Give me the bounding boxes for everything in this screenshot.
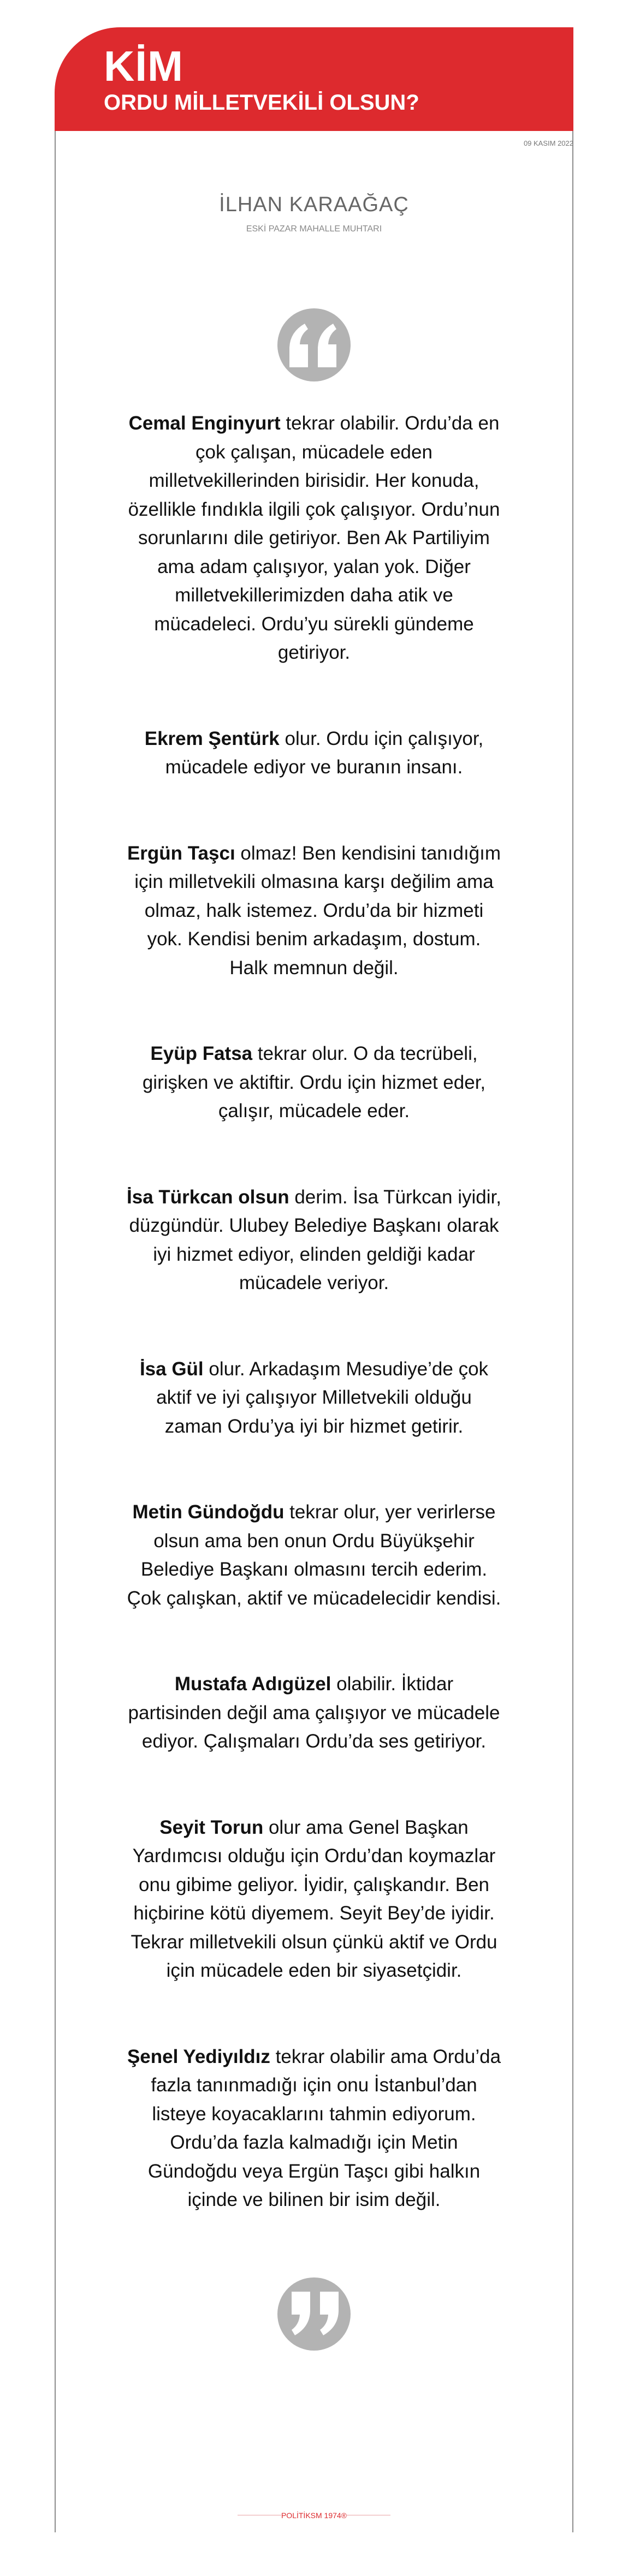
comment-paragraph [126, 839, 502, 983]
comment-paragraph [126, 1183, 502, 1298]
comment-text: tekrar olabilir. Ordu’da en çok çalışan, mücadele eden milletvekillerinden birisidir. Her konuda, özellikle fındıkla ilgili çok çalışıyor. Ordu’nun sorunlarını dile getiriyor. Ben Ak Partiliyim ama adam çalışıyor, yalan yok. Diğer milletvekillerimizden daha atik ve mücadeleci. Ordu’yu sürekli gündeme getiriyor. [128, 413, 500, 663]
comment-paragraph [126, 1355, 502, 1441]
footer-label: POLİTİKSM 1974® [281, 2511, 347, 2520]
article-body [126, 409, 502, 2272]
page-subtitle: ORDU MİLLETVEKİLİ OLSUN? [104, 91, 419, 115]
author-name: İLHAN KARAAĞAÇ [219, 193, 409, 216]
comment-paragraph [126, 409, 502, 667]
comment-paragraph [126, 1814, 502, 1985]
comment-paragraph [126, 1498, 502, 1613]
comment-text: olmaz! Ben kendisini tanıdığım için milletvekili olmasına karşı değilim ama olmaz, halk istemez. Ordu’da bir hizmeti yok. Kendisi benim arkadaşım, dostum. Halk memnun değil. [134, 842, 501, 979]
comment-paragraph [126, 2043, 502, 2215]
candidate-name: Ekrem Şentürk [144, 728, 280, 749]
comment-text: derim. İsa Türkcan iyidir, düzgündür. Ulubey Belediye Başkanı olarak iyi hizmet ediyor, elinden geldiği kadar mücadele veriyor. [129, 1186, 501, 1293]
comment-text: tekrar olabilir ama Ordu’da fazla tanınmadığı için onu İstanbul’dan listeye koyacaklarını tahmin ediyorum. Ordu’da fazla kalmadığı için Metin Gündoğdu veya Ergün Taşcı gibi halkın içinde ve bilinen bir isim değil. [147, 2046, 501, 2210]
close-quote-icon [277, 2277, 351, 2351]
candidate-name: Seyit Torun [159, 1816, 264, 1838]
candidate-name: Cemal Enginyurt [128, 413, 281, 434]
footer [0, 2509, 628, 2522]
candidate-name: İsa Gül [139, 1358, 204, 1380]
comment-text: tekrar olur. O da tecrübeli, girişken ve aktiftir. Ordu için hizmet eder, çalışır, mücadele eder. [142, 1043, 486, 1122]
comment-text: olur. Arkadaşım Mesudiye’de çok aktif ve iyi çalışıyor Milletvekili olduğu zaman Ordu’ya iyi bir hizmet getirir. [156, 1358, 489, 1437]
comment-text: olur ama Genel Başkan Yardımcısı olduğu için Ordu’dan koymazlar onu gibime geliyor. İyidir, çalışkandır. Ben hiçbirine kötü diyemem. Seyit Bey’de iyidir. Tekrar milletvekili olsun çünkü aktif ve Ordu için mücadele eden bir siyasetçidir. [131, 1816, 497, 1981]
candidate-name: Ergün Taşcı [127, 842, 235, 864]
publish-date: 09 KASIM 2022 [523, 139, 573, 147]
comment-text: tekrar olur, yer verirlerse olsun ama ben onun Ordu Büyükşehir Belediye Başkanı olmasını tercih ederim. Çok çalışkan, aktif ve mücadelecidir kendisi. [127, 1501, 501, 1609]
page-title: KİM [104, 42, 183, 90]
open-quote-icon [277, 308, 351, 381]
author-role: ESKİ PAZAR MAHALLE MUHTARI [246, 224, 382, 234]
comment-paragraph [126, 1040, 502, 1126]
comment-paragraph [126, 1670, 502, 1756]
candidate-name: Eyüp Fatsa [150, 1043, 253, 1064]
comment-text: olur. Ordu için çalışıyor, mücadele ediyor ve buranın insanı. [165, 728, 484, 778]
candidate-name: İsa Türkcan olsun [127, 1186, 289, 1208]
candidate-name: Mustafa Adıgüzel [174, 1673, 331, 1695]
candidate-name: Şenel Yediyıldız [127, 2046, 270, 2067]
comment-text: olabilir. İktidar partisinden değil ama çalışıyor ve mücadele ediyor. Çalışmaları Ordu’da ses getiriyor. [128, 1673, 500, 1752]
comment-paragraph [126, 725, 502, 782]
candidate-name: Metin Gündoğdu [132, 1501, 285, 1523]
